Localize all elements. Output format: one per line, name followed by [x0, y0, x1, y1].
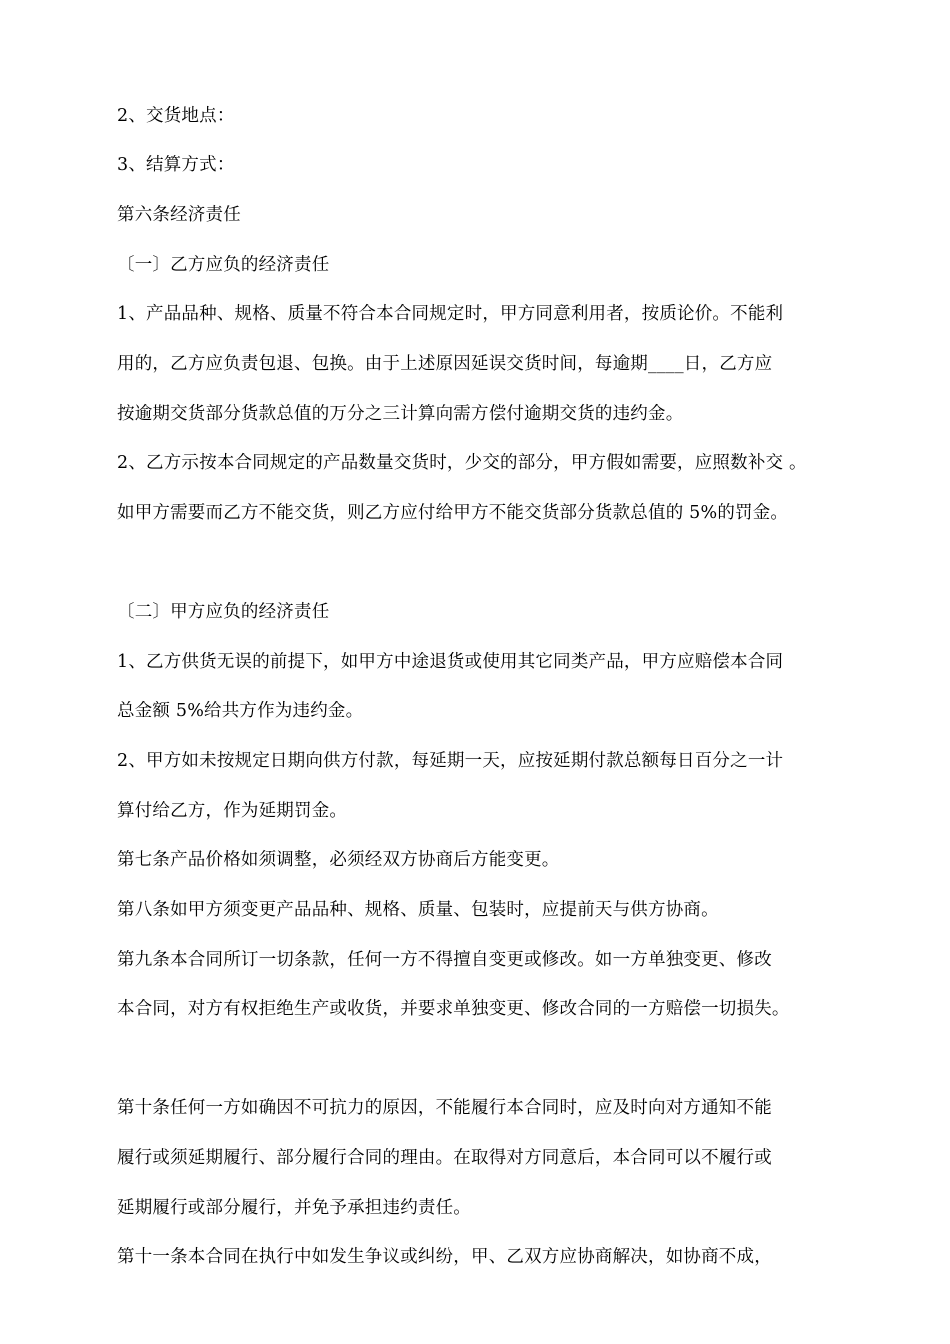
party-a-liability-heading: 〔二〕甲方应负的经济责任 — [117, 602, 330, 622]
paragraph-line: 用的，乙方应负责包退、包换。由于上述原因延误交货时间，每逾期____日，乙方应 — [117, 354, 773, 374]
article-eleven-line: 第十一条本合同在执行中如发生争议或纠纷，甲、乙双方应协商解决，如协商不成， — [117, 1247, 772, 1267]
paragraph-line: 本合同，对方有权拒绝生产或收货，并要求单独变更、修改合同的一方赔偿一切损失。 — [117, 999, 790, 1019]
article-ten-line: 第十条任何一方如确因不可抗力的原因，不能履行本合同时，应及时向对方通知不能 — [117, 1098, 772, 1118]
article-six-heading: 第六条经济责任 — [117, 205, 241, 225]
paragraph-line: 按逾期交货部分货款总值的万分之三计算向需方偿付逾期交货的违约金。 — [117, 404, 684, 424]
paragraph-line: 2、甲方如未按规定日期向供方付款，每延期一天，应按延期付款总额每日百分之一计 — [117, 751, 784, 771]
paragraph-line: 总金额 5%给共方作为违约金。 — [117, 701, 364, 721]
article-nine-line: 第九条本合同所订一切条款，任何一方不得擅自变更或修改。如一方单独变更、修改 — [117, 950, 772, 970]
paragraph-line: 算付给乙方，作为延期罚金。 — [117, 801, 348, 821]
paragraph-line: 履行或须延期履行、部分履行合同的理由。在取得对方同意后，本合同可以不履行或 — [117, 1148, 772, 1168]
article-seven-line: 第七条产品价格如须调整，必须经双方协商后方能变更。 — [117, 850, 560, 870]
settlement-method-line: 3、结算方式： — [117, 155, 235, 175]
paragraph-line: 1、乙方供货无误的前提下，如甲方中途退货或使用其它同类产品，甲方应赔偿本合同 — [117, 652, 784, 672]
party-b-liability-heading: 〔一〕乙方应负的经济责任 — [117, 255, 330, 275]
paragraph-line: 2、乙方示按本合同规定的产品数量交货时，少交的部分，甲方假如需要，应照数补交 。 — [117, 453, 807, 473]
article-eight-line: 第八条如甲方须变更产品品种、规格、质量、包装时，应提前天与供方协商。 — [117, 900, 719, 920]
paragraph-line: 如甲方需要而乙方不能交货，则乙方应付给甲方不能交货部分货款总值的 5%的罚金。 — [117, 503, 789, 523]
paragraph-line: 1、产品品种、规格、质量不符合本合同规定时，甲方同意利用者，按质论价。不能利 — [117, 304, 784, 324]
paragraph-line: 延期履行或部分履行，并免予承担违约责任。 — [117, 1198, 471, 1218]
delivery-location-line: 2、交货地点： — [117, 106, 235, 126]
